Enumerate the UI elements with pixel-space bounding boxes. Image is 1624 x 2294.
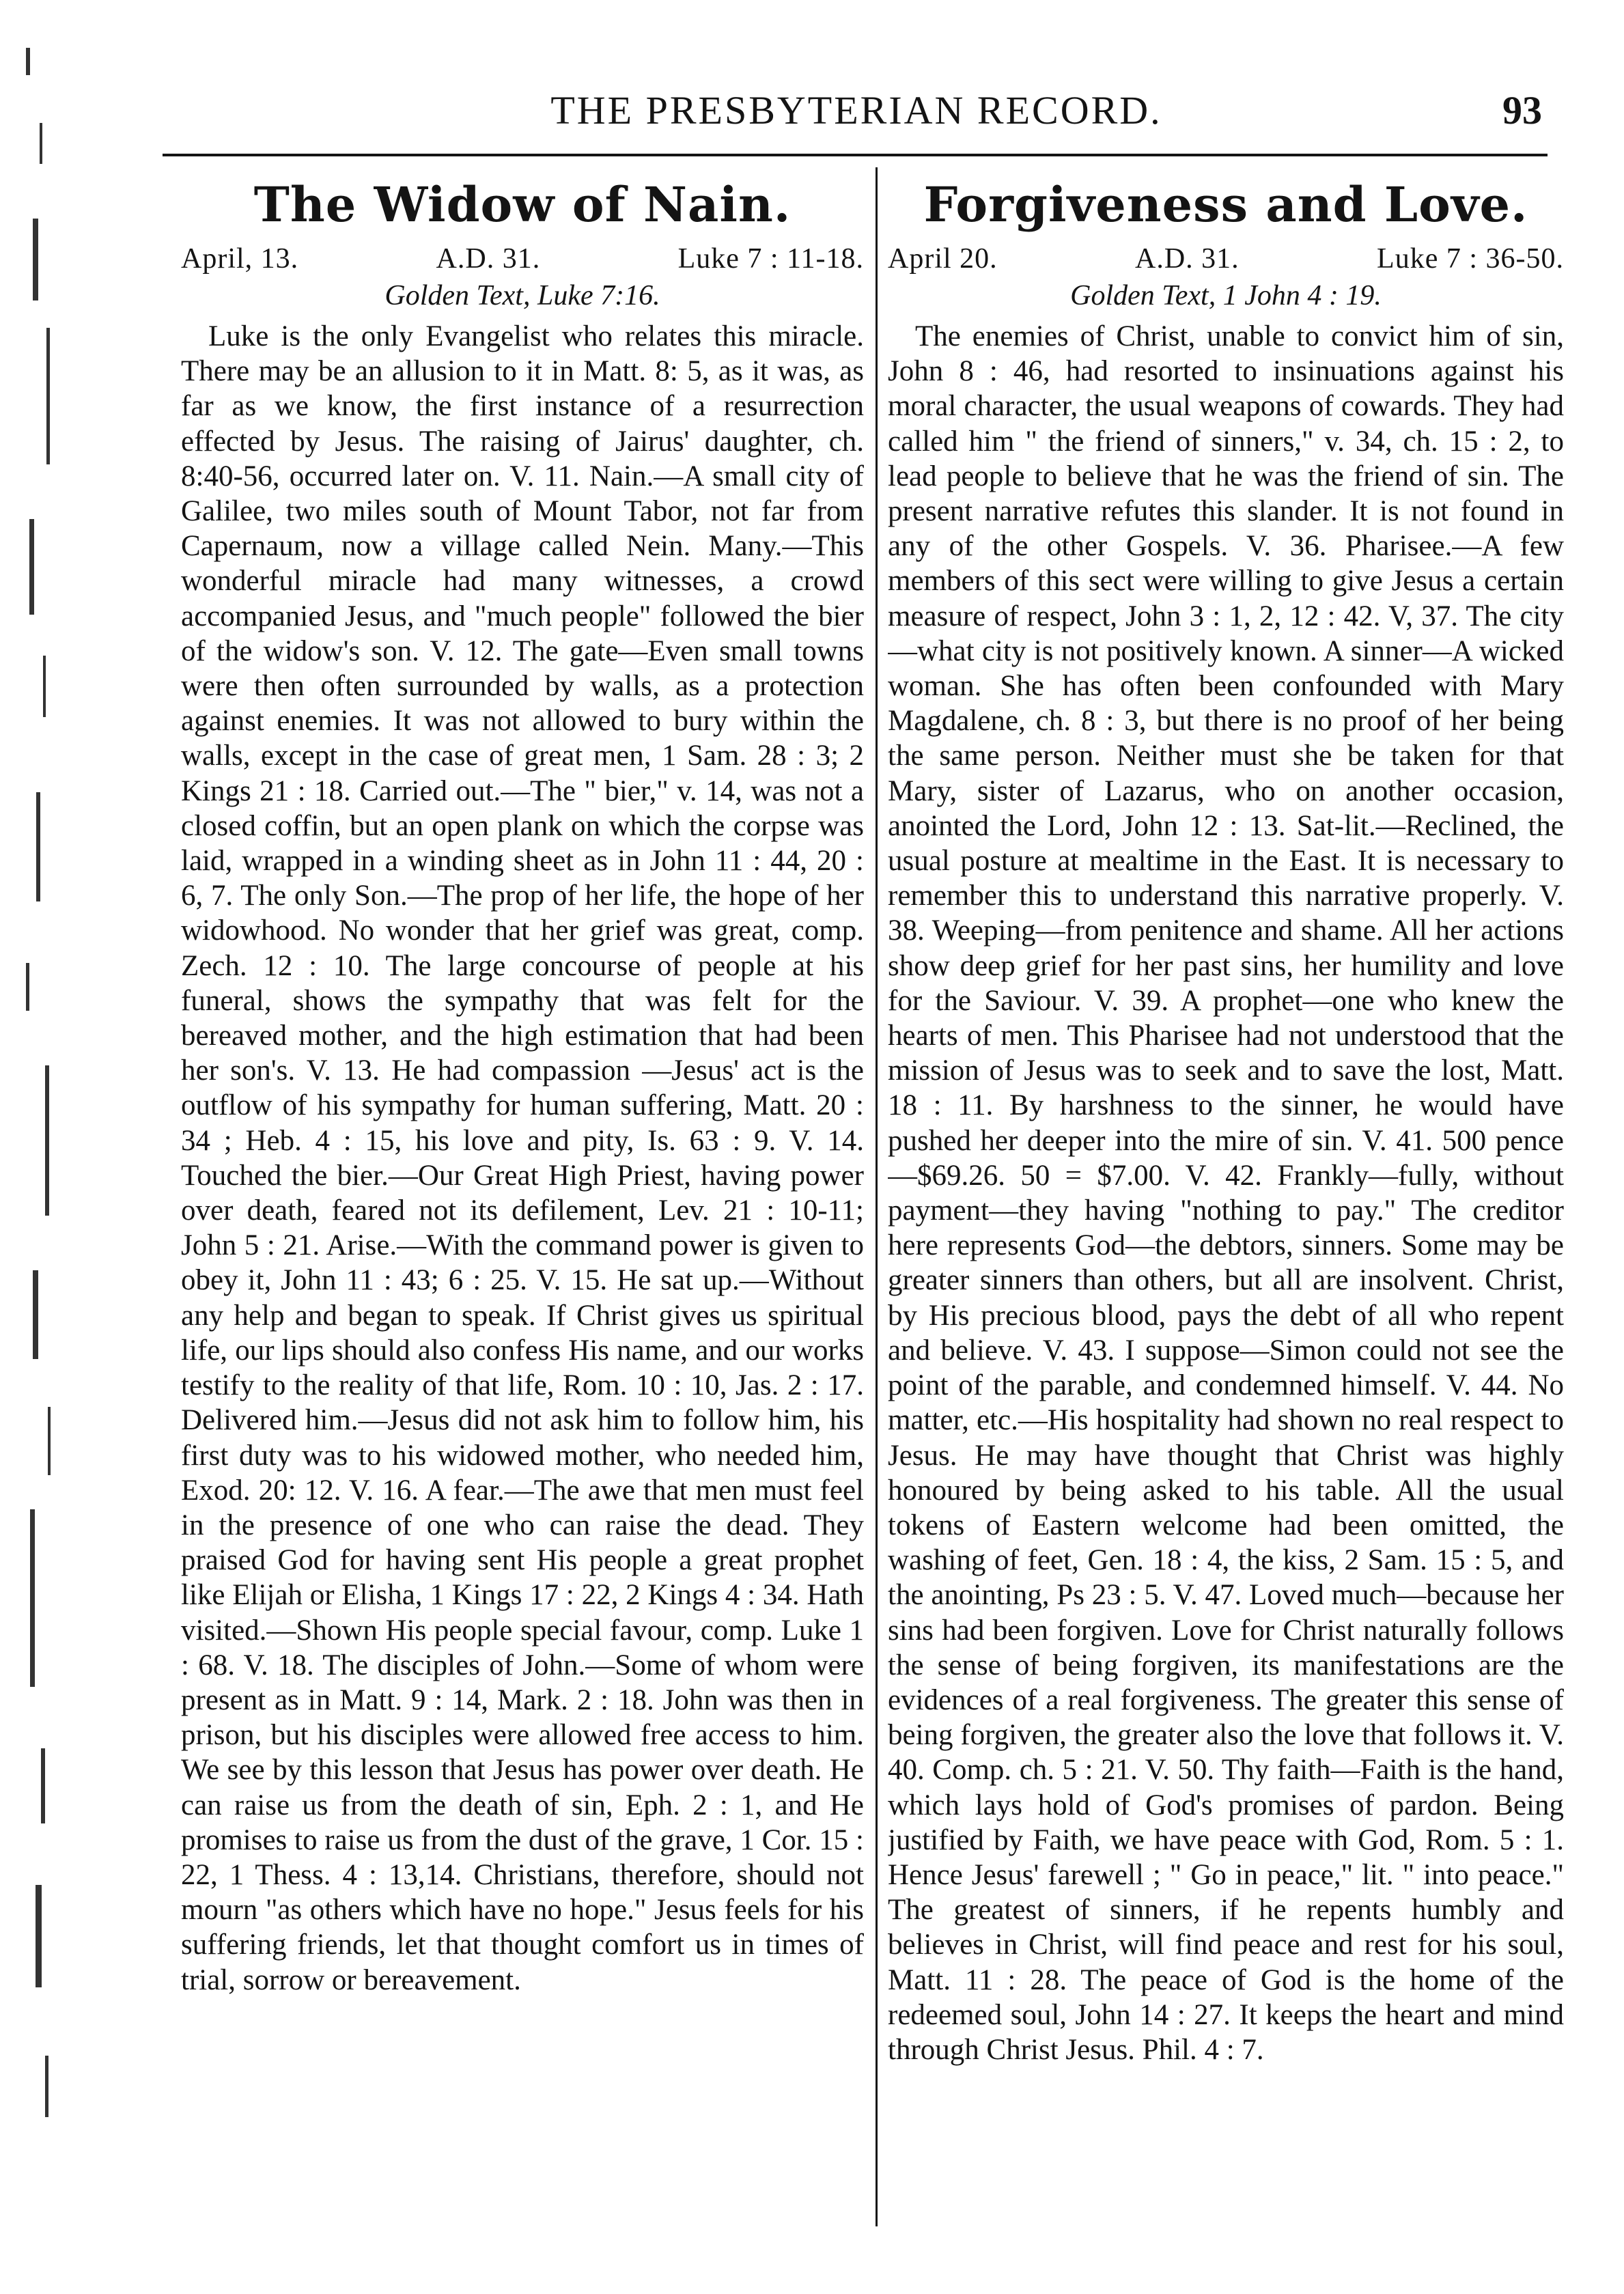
header-rule — [163, 154, 1548, 156]
page-header — [171, 87, 1542, 149]
lesson-body: The enemies of Christ, unable to convict him of sin, John 8 : 46, had resorted to insinuations against his moral character, the usual weapons of cowards. They had called him " the friend of sinners," v. 34, ch. 15 : 2, to lead people to believe that he was the friend of sin. The present narrative refutes this slander. It is not found in any of the other Gospels. V. 36. Pharisee.—A few members of this sect were willing to give Jesus a certain measure of respect, John 3 : 1, 2, 12 : 42. V, 37. The city—what city is not positively known. A sinner—A wicked woman. She has often been confounded with Mary Magdalene, ch. 8 : 3, but there is no proof of her being the same person. Neither must she be taken for that Mary, sister of Lazarus, who on another occasion, anointed the Lord, John 12 : 13. Sat-lit.—Reclined, the usual posture at mealtime in the East. It is necessary to remember this to understand this narrative properly. V. 38. Weeping—from penitence and shame. All her actions show deep grief for her past sins, her humility and love for the Saviour. V. 39. A prophet—one who knew the hearts of men. This Pharisee had not understood that the mission of Jesus was to seek and to save the lost, Matt. 18 : 11. By harshness to the sinner, he would have pushed her deeper into the mire of sin. V. 41. 500 pence—$69.26. 50 = $7.00. V. 42. Frankly—fully, without payment—they having "nothing to pay." The creditor here represents God—the debtors, sinners. Some may be greater sinners than others, but all are insolvent. Christ, by His precious blood, pays the debt of all who repent and believe. V. 43. I suppose—Simon could not see the point of the parable, and condemned himself. V. 44. No matter, etc.—His hospitality had shown no real respect to Jesus. He may have thought that Christ was highly honoured by being asked to his table. All the usual tokens of Eastern welcome had been omitted, the washing of feet, Gen. 18 : 4, the kiss, 2 Sam. 15 : 5, and the anointing, Ps 23 : 5. V. 47. Loved much—because her sins had been forgiven. Love for Christ naturally follows the sense of being forgiven, its manifestations are the evidences of a real forgiveness. The greater this sense of being forgiven, the greater also the love that follows it. V. 40. Comp. ch. 5 : 21. V. 50. Thy faith—Faith is the hand, which lays hold of God's promises of pardon. Being justified by Faith, we have peace with God, Rom. 5 : 1. Hence Jesus' farewell ; " Go in peace," lit. " into peace." The greatest of sinners, if he repents humbly and believes in Christ, will find peace and rest for his soul, Matt. 11 : 28. The peace of God is the home of the redeemed soul, John 14 : 27. It keeps the heart and mind through Christ Jesus. Phil. 4 : 7. — [888, 320, 1564, 2066]
lesson-reference: Luke 7 : 11-18. — [677, 243, 864, 275]
golden-text: Golden Text, Luke 7:16. — [384, 280, 660, 311]
lesson-title: Forgiveness and Love. — [923, 176, 1528, 233]
lesson-date: April, 13. — [181, 243, 299, 275]
lesson-reference: Luke 7 : 36-50. — [1377, 243, 1564, 275]
lesson-meta — [888, 242, 1564, 275]
lesson-title: The Widow of Nain. — [253, 176, 792, 233]
lesson-column-left — [181, 169, 864, 2225]
lesson-meta — [181, 242, 864, 275]
scanned-margin-artifacts — [5, 41, 87, 2226]
lesson-date: April 20. — [888, 243, 998, 275]
lesson-column-right — [888, 169, 1564, 2225]
lesson-body: Luke is the only Evangelist who relates this miracle. There may be an allusion to it in Matt. 8: 5, as it was, as far as we know, the first instance of a resurrection effected by Jesus. The raising of Jairus' daughter, ch. 8:40-56, occurred later on. V. 11. Nain.—A small city of Galilee, two miles south of Mount Tabor, not far from Capernaum, now a village called Nein. Many.—This wonderful miracle had many witnesses, a crowd accompanied Jesus, and "much people" followed the bier of the widow's son. V. 12. The gate—Even small towns were then often surrounded by walls, as a protection against enemies. It was not allowed to bury within the walls, except in the case of great men, 1 Sam. 28 : 3; 2 Kings 21 : 18. Carried out.—The " bier," v. 14, was not a closed coffin, but an open plank on which the corpse was laid, wrapped in a winding sheet as in John 11 : 44, 20 : 6, 7. The only Son.—The prop of her life, the hope of her widowhood. No wonder that her grief was great, comp. Zech. 12 : 10. The large concourse of people at his funeral, shows the sympathy that was felt for the bereaved mother, and the high estimation that had been her son's. V. 13. He had compassion —Jesus' act is the outflow of his sympathy for human suffering, Matt. 20 : 34 ; Heb. 4 : 15, his love and pity, Is. 63 : 9. V. 14. Touched the bier.—Our Great High Priest, having power over death, feared not its defilement, Lev. 21 : 10-11; John 5 : 21. Arise.—With the command power is given to obey it, John 11 : 43; 6 : 25. V. 15. He sat up.—Without any help and began to speak. If Christ gives us spiritual life, our lips should also confess His name, and our works testify to the reality of that life, Rom. 10 : 10, Jas. 2 : 17. Delivered him.—Jesus did not ask him to follow him, his first duty was to his widowed mother, who needed him, Exod. 20: 12. V. 16. A fear.—The awe that men must feel in the presence of one who can raise the dead. They praised God for having sent His people a great prophet like Elijah or Elisha, 1 Kings 17 : 22, 2 Kings 4 : 34. Hath visited.—Shown His people special favour, comp. Luke 1 : 68. V. 18. The disciples of John.—Some of whom were present as in Matt. 9 : 14, Mark. 2 : 18. John was then in prison, but his disciples were allowed free access to him. We see by this lesson that Jesus has power over death. He can raise us from the death of sin, Eph. 2 : 1, and He promises to raise us from the dust of the grave, 1 Cor. 15 : 22, 1 Thess. 4 : 13,14. Christians, therefore, should not mourn "as others which have no hope." Jesus feels for his suffering friends, let that thought comfort us in times of trial, sorrow or bereavement. — [181, 320, 864, 1996]
lesson-year: A.D. 31. — [436, 243, 541, 275]
running-title: THE PRESBYTERIAN RECORD. — [550, 88, 1162, 132]
column-divider — [876, 167, 878, 2226]
page-number: 93 — [1502, 88, 1542, 132]
lesson-year: A.D. 31. — [1135, 243, 1240, 275]
golden-text: Golden Text, 1 John 4 : 19. — [1070, 280, 1382, 311]
